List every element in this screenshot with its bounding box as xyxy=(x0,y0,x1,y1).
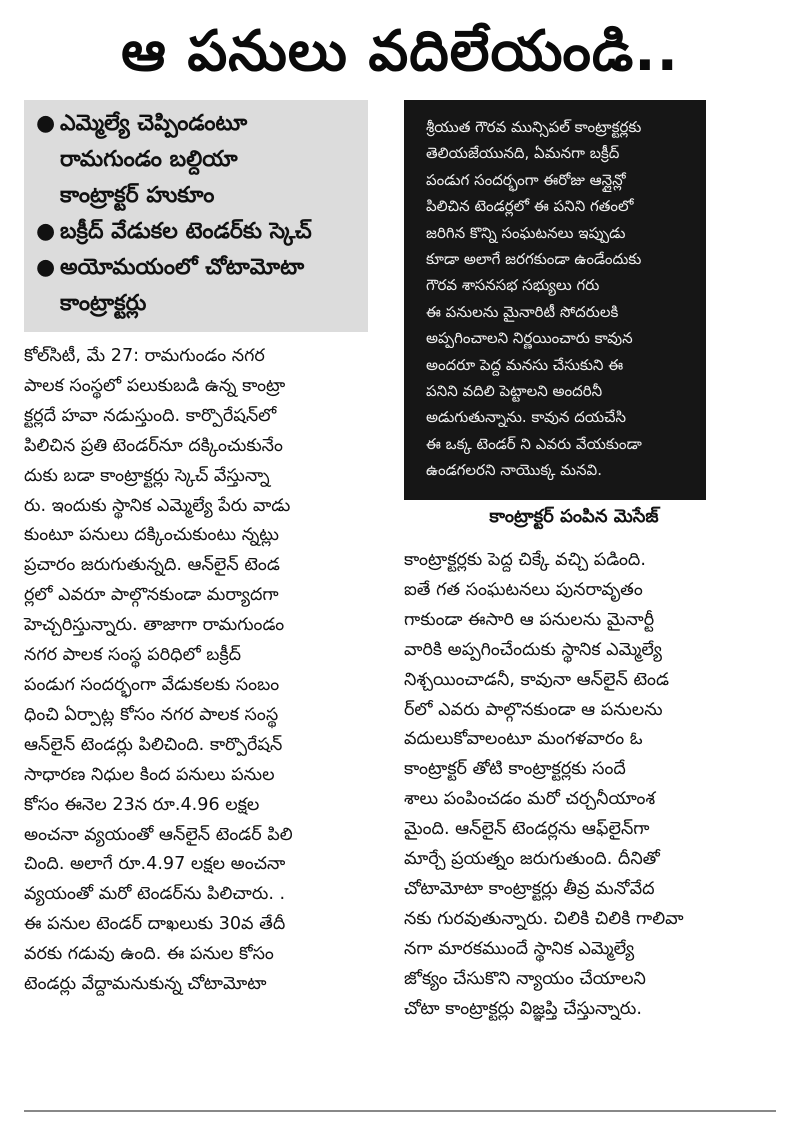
highlight-item xyxy=(36,250,358,322)
right-column xyxy=(404,100,778,1025)
bullet-icon: ● xyxy=(36,111,56,136)
highlight-text: అయోమయంలో చోటామోటా కాంట్రాక్టర్లు xyxy=(60,255,305,316)
bullet-icon: ● xyxy=(36,255,56,280)
highlights-box xyxy=(24,100,368,332)
bottom-divider xyxy=(24,1110,776,1112)
message-caption: కాంట్రాక్టర్ పంపిన మెసేజ్ xyxy=(489,506,659,527)
headline: ఆ పనులు వదిలేయండి.. xyxy=(121,19,679,84)
article-body-right: కాంట్రాక్టర్లకు పెద్ద చిక్కే వచ్చి పడింది. ఐతే గత సంఘటనలు పునరావృతం గాకుండా ఈసారి ఆ పనులను మైనార్టీ వారికి అప్పగించేందుకు స్థానిక ఎమ్మెల్యే నిశ్చయించాడనీ, కావునా ఆన్‌లైన్ టెండ ర్‌లో ఎవరు పాల్గొనకుండా ఆ పనులను వదులుకోవాలంటూ మంగళవారం ఓ కాంట్రాక్టర్ తోటి కాంట్రాక్టర్లకు సందే శాలు పంపించడం మరో చర్చనీయాంశ మైంది. ఆన్‌లైన్ టెండర్లను ఆఫ్‌లైన్‌గా మార్చే ప్రయత్నం జరుగుతుంది. దీనితో చోటామోటా కాంట్రాక్టర్లు తీవ్ర మనోవేద నకు గురవుతున్నారు. చిలికి చిలికి గాలివా నగా మారకముందే స్థానిక ఎమ్మెల్యే జోక్యం చేసుకొని న్యాయం చేయాలని చోటా కాంట్రాక్టర్లు విజ్ఞప్తి చేస్తున్నారు. xyxy=(404,550,684,1019)
bullet-icon: ● xyxy=(36,219,56,244)
highlight-item xyxy=(36,214,358,250)
contractor-message-box: శ్రీయుత గౌరవ మున్సిపల్ కాంట్రాక్టర్లకు తెలియజేయునది, ఏమనగా బక్రీద్ పండుగ సందర్భంగా ఈరోజు ఆన్లైన్లో పిలిచిన టెండర్లలో ఈ పనిని గతంలో జరిగిన కొన్ని సంఘటనలు ఇప్పుడు కూడా అలాగే జరగకుండా ఉండేందుకు గౌరవ శాసనసభ సభ్యులు గరు ఈ పనులను మైనారిటీ సోదరులకి అప్పగించాలని నిర్ణయించారు కావున అందరూ పెద్ద మనసు చేసుకుని ఈ పనిని వదిలి పెట్టాలని అందరినీ అడుగుతున్నాను. కావున దయచేసి ఈ ఒక్క టెండర్ ని ఎవరు వేయకుండా ఉండగలరని నాయొక్క మనవి. xyxy=(404,100,706,500)
highlight-text: బక్రీద్ వేడుకల టెండర్‌కు స్కెచ్ xyxy=(60,219,312,244)
highlight-item xyxy=(36,106,358,214)
article-body-left: కోల్‌సిటీ, మే 27: రామగుండం నగర పాలక సంస్థలో పలుకుబడి ఉన్న కాంట్రా క్టర్లదే హవా నడుస్తుంది. కార్పొరేషన్‌లో పిలిచిన ప్రతి టెండర్‌నూ దక్కించుకునేం దుకు బడా కాంట్రాక్టర్లు స్కెచ్ వేస్తున్నా రు. ఇందుకు స్థానిక ఎమ్మెల్యే పేరు వాడు కుంటూ పనులు దక్కించుకుంటు న్నట్లు ప్రచారం జరుగుతున్నది. ఆన్‌లైన్ టెండ ర్లలో ఎవరూ పాల్గొనకుండా మర్యాదగా హెచ్చరిస్తున్నారు. తాజాగా రామగుండం నగర పాలక సంస్థ పరిధిలో బక్రీద్ పండుగ సందర్భంగా వేడుకలకు సంబం ధించి ఏర్పాట్ల కోసం నగర పాలక సంస్థ ఆన్‌లైన్ టెండర్లు పిలిచింది. కార్పొరేషన్ సాధారణ నిధుల కింద పనులు పనుల కోసం ఈనెల 23న రూ.4.96 లక్షల అంచనా వ్యయంతో ఆన్‌లైన్ టెండర్ పిలి చింది. అలాగే రూ.4.97 లక్షల అంచనా వ్యయంతో మరో టెండర్‌ను పిలిచారు. . ఈ పనుల టెండర్ దాఖలుకు 30వ తేదీ వరకు గడువు ఉంది. ఈ పనుల కోసం టెండర్లు వేద్దామనుకున్న చోటామోటా xyxy=(24,346,293,995)
left-column xyxy=(24,100,392,1000)
highlight-text: ఎమ్మెల్యే చెప్పిండంటూ రామగుండం బల్దియా కాంట్రాక్టర్ హుకూం xyxy=(60,111,248,208)
